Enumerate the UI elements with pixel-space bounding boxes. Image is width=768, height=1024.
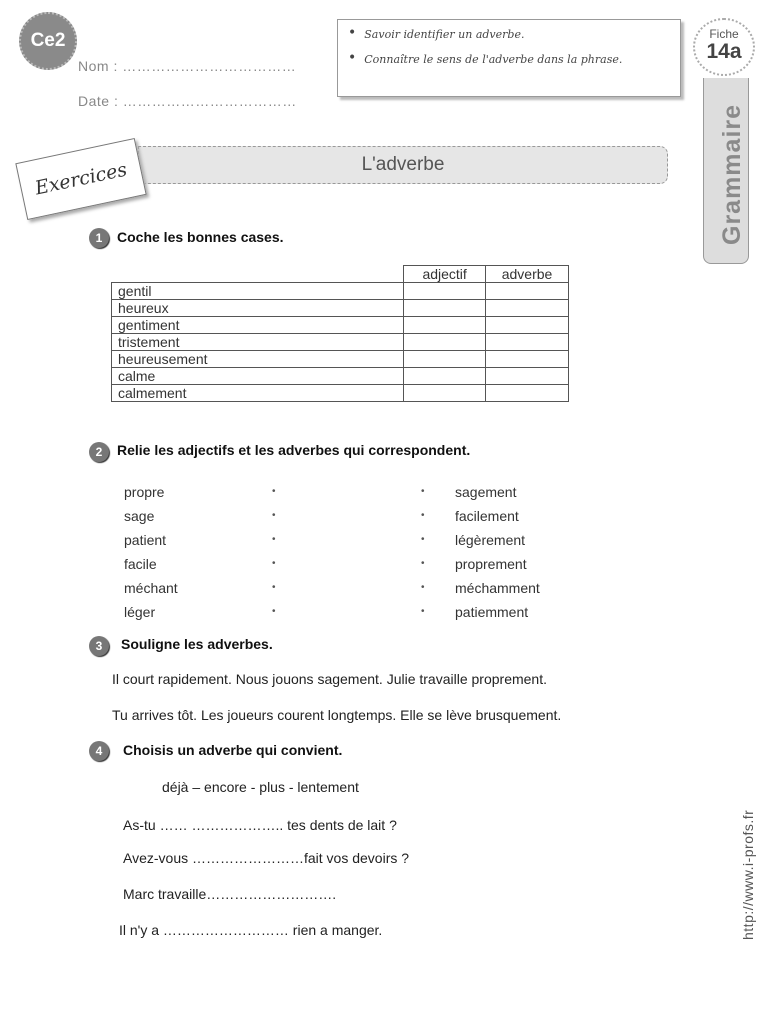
- bullet-icon: •: [348, 50, 357, 66]
- dot-icon[interactable]: •: [421, 606, 425, 617]
- checkbox-cell[interactable]: [404, 385, 486, 402]
- word-cell: heureux: [112, 300, 404, 317]
- col-header-adjectif: adjectif: [404, 266, 486, 283]
- exercise-number-2: 2: [89, 442, 109, 462]
- dot-icon[interactable]: •: [272, 558, 276, 569]
- word-cell: heureusement: [112, 351, 404, 368]
- fill-sentence[interactable]: Avez-vous ……………………fait vos devoirs ?: [123, 850, 410, 866]
- checkbox-cell[interactable]: [486, 300, 569, 317]
- word-cell: gentiment: [112, 317, 404, 334]
- list-item: léger: [124, 604, 156, 620]
- exercise-number-3: 3: [89, 636, 109, 656]
- checkbox-cell[interactable]: [486, 334, 569, 351]
- list-item: sage: [124, 508, 155, 524]
- dot-icon[interactable]: •: [272, 486, 276, 497]
- left-dots: [272, 480, 276, 624]
- fiche-badge: [693, 18, 755, 76]
- objective-item: [348, 50, 672, 66]
- dot-icon[interactable]: •: [421, 558, 425, 569]
- fiche-number: 14a: [706, 40, 742, 63]
- table-row: [112, 283, 569, 300]
- level-badge: Ce2: [19, 12, 77, 70]
- checkbox-cell[interactable]: [486, 283, 569, 300]
- dot-icon[interactable]: •: [272, 534, 276, 545]
- dot-icon[interactable]: •: [421, 510, 425, 521]
- checkbox-cell[interactable]: [486, 351, 569, 368]
- right-dots: [421, 480, 425, 624]
- list-item: propre: [124, 484, 165, 500]
- dot-icon[interactable]: •: [272, 510, 276, 521]
- word-cell: tristement: [112, 334, 404, 351]
- table-row: [112, 368, 569, 385]
- col-header-adverbe: adverbe: [486, 266, 569, 283]
- fiche-label: Fiche: [709, 27, 739, 41]
- checkbox-cell[interactable]: [404, 317, 486, 334]
- table-row: [112, 334, 569, 351]
- objective-item: [348, 25, 672, 41]
- checkbox-cell[interactable]: [404, 351, 486, 368]
- dot-icon[interactable]: •: [421, 486, 425, 497]
- list-item: sagement: [455, 484, 517, 500]
- list-item: proprement: [455, 556, 527, 572]
- list-item: méchamment: [455, 580, 540, 596]
- list-item: patiemment: [455, 604, 529, 620]
- checkbox-cell[interactable]: [404, 300, 486, 317]
- checkbox-cell[interactable]: [486, 317, 569, 334]
- list-item: facilement: [455, 508, 519, 524]
- page-title-text: L'adverbe: [361, 154, 445, 175]
- exercise-4-title: Choisis un adverbe qui convient.: [123, 742, 343, 758]
- table-row: [112, 385, 569, 402]
- list-item: méchant: [124, 580, 178, 596]
- dot-icon[interactable]: •: [272, 606, 276, 617]
- word-table: [111, 265, 569, 402]
- footer-url[interactable]: http://www.i-profs.fr: [740, 809, 756, 940]
- table-row: [112, 300, 569, 317]
- dot-icon[interactable]: •: [421, 582, 425, 593]
- exercise-number-4: 4: [89, 741, 109, 761]
- table-corner: [112, 266, 404, 283]
- page-title: [138, 146, 668, 184]
- fill-sentence[interactable]: As-tu …… ……………….. tes dents de lait ?: [123, 817, 397, 833]
- objective-text: Connaître le sens de l'adverbe dans la phrase.: [364, 53, 623, 66]
- fill-sentence[interactable]: Marc travaille……………………….: [123, 886, 337, 902]
- word-cell: calme: [112, 368, 404, 385]
- checkbox-cell[interactable]: [404, 368, 486, 385]
- exercise-1-title: Coche les bonnes cases.: [117, 229, 284, 245]
- checkbox-cell[interactable]: [404, 283, 486, 300]
- table-row: [112, 317, 569, 334]
- sentence-line: Tu arrives tôt. Les joueurs courent longtemps. Elle se lève brusquement.: [112, 707, 562, 723]
- exercise-number-1: 1: [89, 228, 109, 248]
- sentence-line: Il court rapidement. Nous jouons sagement. Julie travaille proprement.: [112, 671, 547, 687]
- word-bank: déjà – encore - plus - lentement: [162, 779, 359, 795]
- objectives-box: [337, 19, 681, 97]
- word-cell: calmement: [112, 385, 404, 402]
- exercise-3-title: Souligne les adverbes.: [121, 636, 273, 652]
- bullet-icon: •: [348, 25, 357, 41]
- fill-sentence[interactable]: Il n'y a ……………………… rien a manger.: [119, 922, 383, 938]
- list-item: patient: [124, 532, 167, 548]
- table-row: [112, 351, 569, 368]
- exercise-2-title: Relie les adjectifs et les adverbes qui correspondent.: [117, 442, 471, 458]
- name-line: Nom : ………………………………: [78, 58, 297, 74]
- word-cell: gentil: [112, 283, 404, 300]
- adverb-list: [455, 480, 540, 624]
- checkbox-cell[interactable]: [404, 334, 486, 351]
- list-item: légèrement: [455, 532, 526, 548]
- objective-text: Savoir identifier un adverbe.: [364, 28, 525, 41]
- list-item: facile: [124, 556, 157, 572]
- exercices-card: Exercices: [15, 138, 146, 220]
- date-line: Date : ………………………………: [78, 93, 297, 109]
- checkbox-cell[interactable]: [486, 385, 569, 402]
- checkbox-cell[interactable]: [486, 368, 569, 385]
- adjective-list: [124, 480, 178, 624]
- subject-label: Grammaire: [718, 103, 746, 245]
- dot-icon[interactable]: •: [272, 582, 276, 593]
- dot-icon[interactable]: •: [421, 534, 425, 545]
